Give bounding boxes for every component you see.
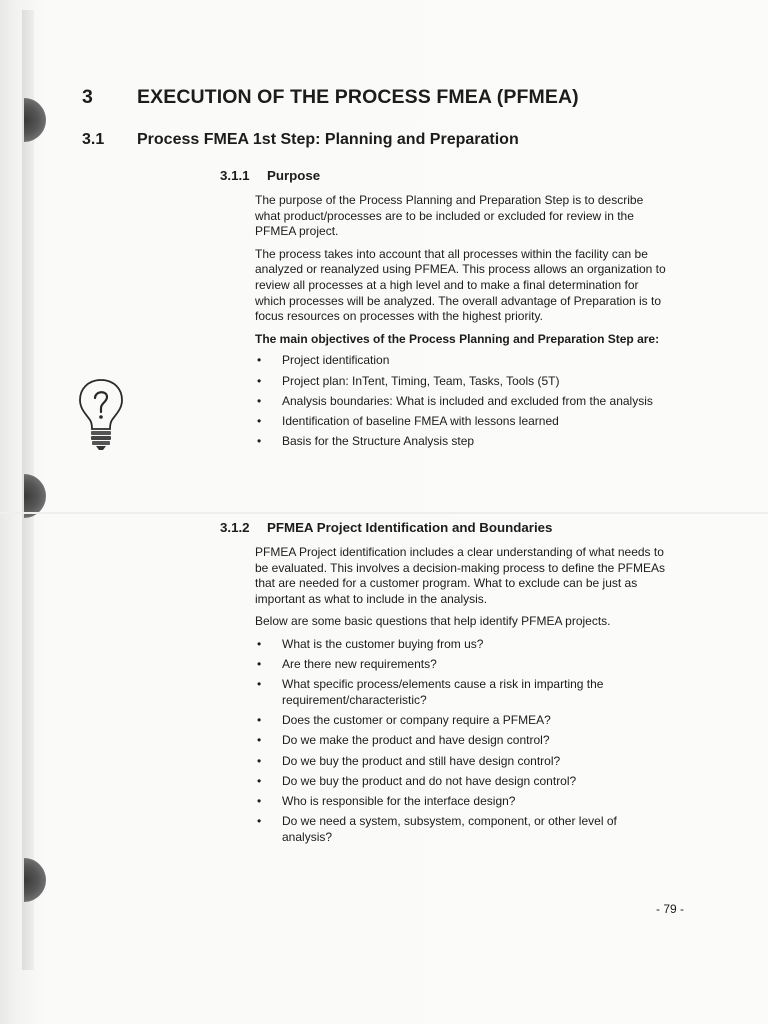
- list-item: • What is the customer buying from us?: [255, 637, 667, 653]
- objectives-heading: The main objectives of the Process Planning and Preparation Step are:: [255, 331, 660, 346]
- list-item: • What specific process/elements cause a risk in imparting the requirement/characteristic?: [255, 677, 667, 708]
- list-item: • Basis for the Structure Analysis step: [255, 434, 667, 450]
- punch-hole: [24, 858, 46, 902]
- list-item: • Do we buy the product and do not have design control?: [255, 774, 667, 790]
- subsection-heading-identification: [220, 520, 700, 535]
- list-item: • Do we buy the product and still have design control?: [255, 754, 667, 770]
- section-heading: [82, 131, 722, 149]
- lightbulb-question-icon: [76, 376, 126, 452]
- scan-artifact: [0, 512, 768, 514]
- page-number: - 79 -: [656, 902, 685, 916]
- section-title: Process FMEA 1st Step: Planning and Preparation: [137, 131, 519, 148]
- identification-body: [255, 545, 667, 850]
- list-item: • Does the customer or company require a PFMEA?: [255, 713, 667, 729]
- chapter-number: 3: [82, 86, 93, 108]
- list-item: • Do we make the product and have design control?: [255, 733, 667, 749]
- list-item: • Do we need a system, subsystem, component, or other level of analysis?: [255, 814, 667, 845]
- subsection-number: 3.1.1: [220, 168, 250, 183]
- list-item: • Project identification: [255, 353, 667, 369]
- list-item: • Identification of baseline FMEA with lessons learned: [255, 414, 667, 430]
- list-item: • Are there new requirements?: [255, 657, 667, 673]
- subsection-heading-purpose: [220, 168, 700, 183]
- paragraph: PFMEA Project identification includes a clear understanding of what needs to be evaluated. This involves a decision-making process to define the PFMEAs that are needed for a customer program. What to exclude can be just as important as what to include in the analysis.: [255, 545, 665, 606]
- list-item: • Who is responsible for the interface design?: [255, 794, 667, 810]
- subsection-title: Purpose: [267, 168, 321, 183]
- subsection-title: PFMEA Project Identification and Boundaries: [267, 520, 553, 535]
- chapter-title: EXECUTION OF THE PROCESS FMEA (PFMEA): [137, 86, 579, 108]
- punch-hole: [24, 98, 46, 142]
- paragraph: Below are some basic questions that help identify PFMEA projects.: [255, 614, 611, 629]
- section-number: 3.1: [82, 131, 105, 148]
- objectives-list: [255, 353, 667, 449]
- purpose-body: [255, 193, 667, 454]
- paragraph: The purpose of the Process Planning and Preparation Step is to describe what product/processes are to be included or excluded for review in the PFMEA project.: [255, 193, 644, 239]
- questions-list: [255, 637, 667, 845]
- list-item: • Project plan: InTent, Timing, Team, Tasks, Tools (5T): [255, 374, 667, 390]
- subsection-number: 3.1.2: [220, 520, 250, 535]
- paragraph: The process takes into account that all processes within the facility can be analyzed or reanalyzed using PFMEA. This process allows an organization to review all processes at a high level and to make a final determination for which processes will be analyzed. The overall advantage of Preparation is to focus resources on processes with the highest priority.: [255, 246, 666, 324]
- chapter-heading: [82, 86, 722, 109]
- list-item: • Analysis boundaries: What is included and excluded from the analysis: [255, 394, 667, 410]
